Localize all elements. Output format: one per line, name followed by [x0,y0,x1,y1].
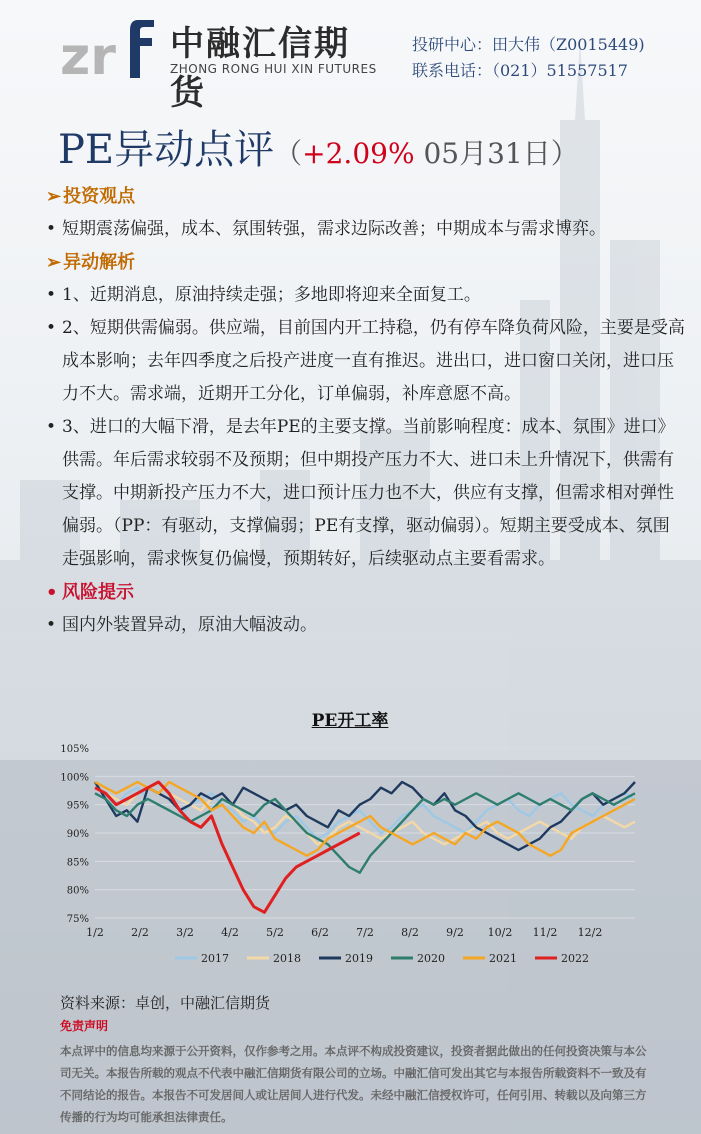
price-change: +2.09% [302,137,415,170]
svg-text:zr: zr [60,27,116,82]
list-item: • 2、短期供需偏弱。供应端，目前国内开工持稳，仍有停车降负荷风险，主要是受高成本影响；去年四季度之后投产进度一直有推迟。进出口，进口窗口关闭，进口压力不大。需求端，近期开工分化，订单偏弱，补库意愿不高。 [46,312,686,411]
legend-label-2022: 2022 [561,952,589,965]
x-tick-label: 6/2 [311,926,329,939]
page-title [58,118,579,175]
x-tick-label: 10/2 [487,926,513,939]
y-tick-label: 95% [66,800,89,812]
x-tick-label: 7/2 [356,926,374,939]
x-tick-label: 1/2 [86,926,104,939]
phone-contact: 联系电话：（021）51557517 [412,61,628,80]
list-item: • 3、进口的大幅下滑，是去年PE的主要支撑。当前影响程度：成本、氛围》进口》供需。年后需求较弱不及预期；但中期投产压力不大、进口未上升情况下，供需有支撑。中期新投产压力不大，进口预计压力也不大，供应有支撑，但需求相对弹性偏弱。（PP：有驱动，支撑偏弱；PE有支撑，驱动偏弱）。短期主要受成本、氛围走强影响，需求恢复仍偏慢，预期转好，后续驱动点主要看需求。 [46,411,686,576]
legend-label-2019: 2019 [345,952,373,965]
risk-heading: • 风险提示 [46,576,686,609]
logo-chinese-name: 中融汇信期货 [170,24,350,113]
x-tick-label: 5/2 [266,926,284,939]
disclaimer-title: 免责声明 [60,1019,109,1033]
y-tick-label: 100% [60,772,89,784]
research-contact: 投研中心：田大伟（Z0015449) [412,35,645,54]
analysis-heading: ➢ 异动解析 [46,252,136,273]
y-tick-label: 90% [66,829,89,840]
bullet-icon: • [46,219,57,239]
report-body [46,180,686,642]
disclaimer-body: 本点评中的信息均来源于公开资料，仅作参考之用。本点评不构成投资建议，投资者据此做出的任何投资决策与本公司无关。本报告所载的观点不代表中融汇信期货有限公司的立场。中融汇信可发出其它与本报告所载资料不一致及有不同结论的报告。本报告不可发居间人或让居间人进行代发。未经中融汇信授权许可，任何引用、转载以及向第三方传播的行为均可能承担法律责任。 [60,1044,647,1124]
title-main: PE异动点评 [58,127,275,173]
x-tick-label: 2/2 [131,926,149,939]
zrhx-logo-mark-icon [60,12,160,82]
x-tick-label: 3/2 [176,926,194,939]
bullet-icon: • [46,615,57,635]
list-item: • 1、近期消息，原油持续走强；多地即将迎来全面复工。 [46,279,686,312]
x-tick-label: 11/2 [532,926,558,939]
pe-operating-rate-chart [55,706,645,976]
x-tick-label: 4/2 [221,926,239,939]
legend-label-2017: 2017 [201,952,229,965]
y-tick-label: 85% [66,857,89,869]
contact-info [412,32,645,84]
data-source: 资料来源：卓创，中融汇信期货 [60,994,271,1012]
chart-title: PE开工率 [311,711,389,731]
bullet-icon: • [46,417,57,437]
y-tick-label: 80% [66,885,89,897]
chart-canvas [55,706,645,976]
x-tick-label: 8/2 [401,926,419,939]
y-tick-label: 105% [60,744,89,755]
arrow-icon: ➢ [46,252,62,273]
legend-label-2018: 2018 [273,952,301,965]
logo-english-name: ZHONG RONG HUI XIN FUTURES [170,62,377,76]
list-item: • 国内外装置异动，原油大幅波动。 [46,609,686,642]
legend-label-2021: 2021 [489,952,517,965]
legend-label-2020: 2020 [417,952,445,965]
list-item: • 短期震荡偏强，成本、氛围转强，需求边际改善；中期成本与需求博弈。 [46,213,686,246]
x-tick-label: 12/2 [577,926,603,939]
company-logo [60,12,380,113]
y-tick-label: 75% [66,914,89,925]
bullet-icon: • [46,582,58,603]
bullet-icon: • [46,318,57,338]
bullet-icon: • [46,285,57,305]
title-paren: （ [274,137,303,170]
series-line-2021 [95,782,635,856]
x-tick-label: 9/2 [446,926,464,939]
arrow-icon: ➢ [46,186,62,207]
investment-view-heading: ➢ 投资观点 [46,186,136,207]
disclaimer [60,1017,650,1128]
title-date: 05月31日） [414,137,579,170]
